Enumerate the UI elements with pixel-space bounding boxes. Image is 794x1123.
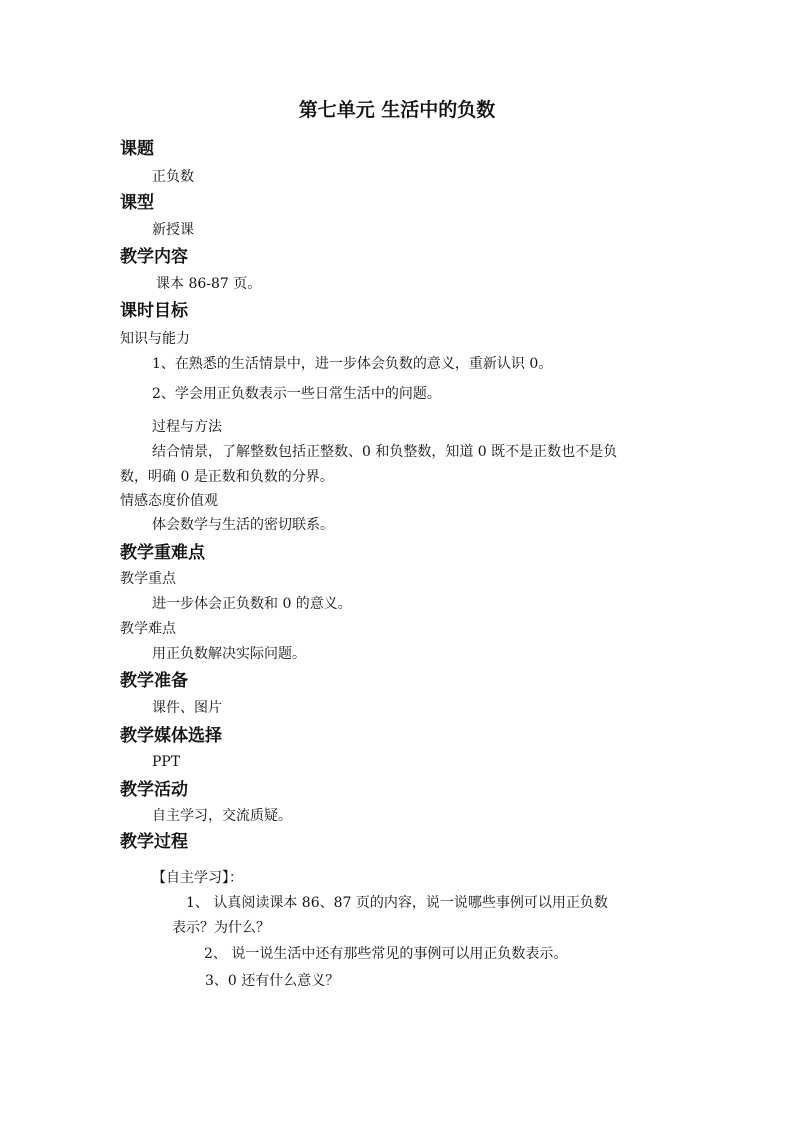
lesson-type-text: 新授课: [152, 222, 194, 238]
process-item-3: 3、0 还有什么意义？: [205, 973, 340, 989]
heading-keypoints: 教学重难点: [120, 543, 205, 563]
keypoints-difficulty-label: 教学难点: [120, 621, 176, 637]
keypoints-focus-label: 教学重点: [120, 571, 176, 587]
goals-knowledge-label: 知识与能力: [120, 331, 190, 347]
goals-process-line-1: 结合情景，了解整数包括正整数、0 和负整数，知道 0 既不是正数也不是负: [152, 444, 618, 460]
heading-preparation: 教学准备: [120, 671, 188, 691]
activity-text: 自主学习，交流质疑。: [152, 808, 292, 824]
goals-knowledge-item-1: 1、在熟悉的生活情景中，进一步体会负数的意义，重新认识 0。: [152, 356, 553, 372]
heading-goals: 课时目标: [120, 301, 188, 321]
goals-process-label: 过程与方法: [152, 419, 222, 435]
goals-emotion-text: 体会数学与生活的密切联系。: [152, 517, 334, 533]
process-label: 【自主学习】：: [152, 870, 243, 886]
preparation-text: 课件、图片: [152, 700, 222, 716]
keypoints-focus-text: 进一步体会正负数和 0 的意义。: [152, 596, 352, 612]
page-title: 第七单元 生活中的负数: [298, 99, 496, 121]
process-item-1-line-2: 表示？为什么？: [172, 920, 270, 936]
topic-text: 正负数: [152, 169, 194, 185]
goals-emotion-label: 情感态度价值观: [120, 493, 218, 509]
media-text: PPT: [152, 754, 181, 770]
goals-process-line-2: 数，明确 0 是正数和负数的分界。: [120, 469, 334, 485]
process-item-1-line-1: 1、 认真阅读课本 86、87 页的内容，说一说哪些事例可以用正负数: [186, 895, 608, 911]
keypoints-difficulty-text: 用正负数解决实际问题。: [152, 646, 306, 662]
heading-activity: 教学活动: [120, 780, 188, 800]
process-item-2: 2、 说一说生活中还有那些常见的事例可以用正负数表示。: [204, 946, 568, 962]
heading-media: 教学媒体选择: [120, 726, 222, 746]
heading-content: 教学内容: [120, 247, 188, 267]
heading-lesson-type: 课型: [120, 193, 154, 213]
heading-process: 教学过程: [120, 832, 188, 852]
heading-topic: 课题: [120, 139, 154, 159]
goals-knowledge-item-2: 2、学会用正负数表示一些日常生活中的问题。: [152, 386, 441, 402]
content-text: 课本 86-87 页。: [156, 276, 262, 292]
